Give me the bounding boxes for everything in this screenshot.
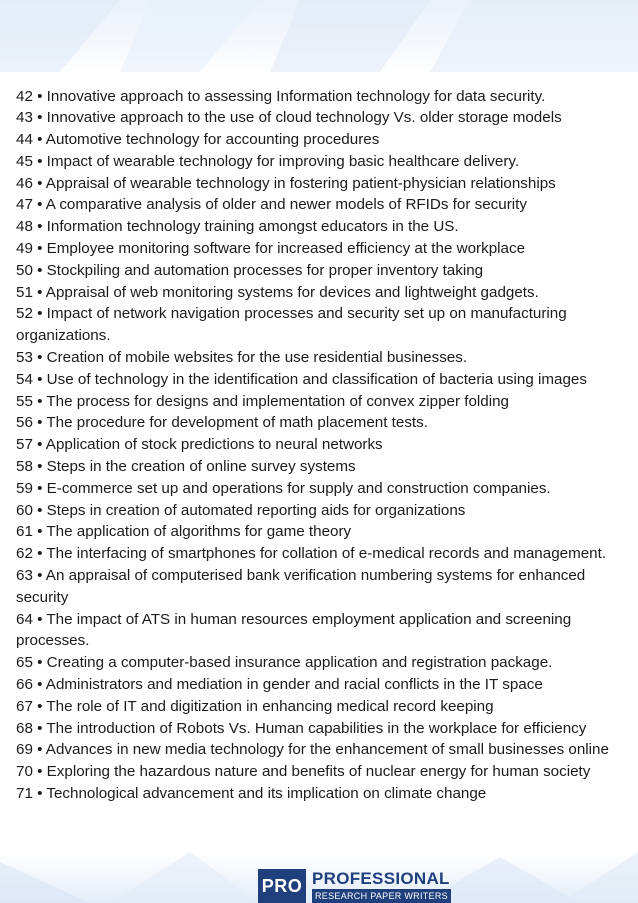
- list-item: 43 • Innovative approach to the use of cloud technology Vs. older storage models: [16, 109, 562, 127]
- list-item: 53 • Creation of mobile websites for the use residential businesses.: [16, 349, 468, 367]
- logo-pro-box: PRO: [258, 869, 306, 903]
- list-item: 63 • An appraisal of computerised bank verification numbering systems for enhanced security: [16, 567, 586, 606]
- list-item: 64 • The impact of ATS in human resources employment application and screening processes.: [16, 610, 572, 650]
- header-decoration: [0, 0, 638, 72]
- list-item: 65 • Creating a computer-based insurance application and registration package.: [16, 654, 553, 672]
- logo-main-text: PROFESSIONAL: [312, 869, 450, 888]
- list-item: 60 • Steps in creation of automated reporting aids for organizations: [16, 501, 466, 519]
- header-pattern: [0, 0, 638, 72]
- list-item: 47 • A comparative analysis of older and newer models of RFIDs for security: [16, 196, 527, 214]
- list-item: 45 • Impact of wearable technology for improving basic healthcare delivery.: [16, 152, 520, 170]
- list-item: 51 • Appraisal of web monitoring systems for devices and lightweight gadgets.: [16, 283, 539, 301]
- logo-sub-text: RESEARCH PAPER WRITERS: [312, 889, 451, 903]
- brand-logo: [258, 869, 451, 903]
- list-item: 62 • The interfacing of smartphones for collation of e-medical records and management.: [16, 545, 607, 563]
- list-item: 59 • E-commerce set up and operations for supply and construction companies.: [16, 479, 551, 497]
- list-item: 48 • Information technology training amongst educators in the US.: [16, 218, 459, 236]
- list-item: 42 • Innovative approach to assessing Information technology for data security.: [16, 87, 546, 105]
- topic-list: [16, 86, 626, 805]
- list-item: 70 • Exploring the hazardous nature and benefits of nuclear energy for human society: [16, 763, 591, 781]
- list-item: 44 • Automotive technology for accounting procedures: [16, 131, 380, 149]
- list-item: 54 • Use of technology in the identification and classification of bacteria using images: [16, 370, 587, 388]
- list-item: 68 • The introduction of Robots Vs. Human capabilities in the workplace for efficiency: [16, 719, 587, 737]
- list-item: 61 • The application of algorithms for game theory: [16, 523, 352, 541]
- list-item: 66 • Administrators and mediation in gender and racial conflicts in the IT space: [16, 676, 543, 694]
- list-item: 58 • Steps in the creation of online survey systems: [16, 458, 356, 476]
- list-item: 69 • Advances in new media technology for the enhancement of small businesses online: [16, 741, 609, 759]
- list-item: 46 • Appraisal of wearable technology in fostering patient-physician relationships: [16, 174, 556, 192]
- list-item: 50 • Stockpiling and automation processes for proper inventory taking: [16, 261, 484, 279]
- list-item: 71 • Technological advancement and its implication on climate change: [16, 785, 487, 802]
- list-item: 49 • Employee monitoring software for increased efficiency at the workplace: [16, 240, 526, 258]
- list-item: 55 • The process for designs and implementation of convex zipper folding: [16, 392, 510, 410]
- list-item: 52 • Impact of network navigation processes and security set up on manufacturing organizations.: [16, 305, 567, 345]
- list-item: 57 • Application of stock predictions to neural networks: [16, 436, 383, 454]
- list-item: 56 • The procedure for development of math placement tests.: [16, 414, 428, 432]
- logo-text: [312, 869, 451, 903]
- list-item: 67 • The role of IT and digitization in enhancing medical record keeping: [16, 697, 494, 715]
